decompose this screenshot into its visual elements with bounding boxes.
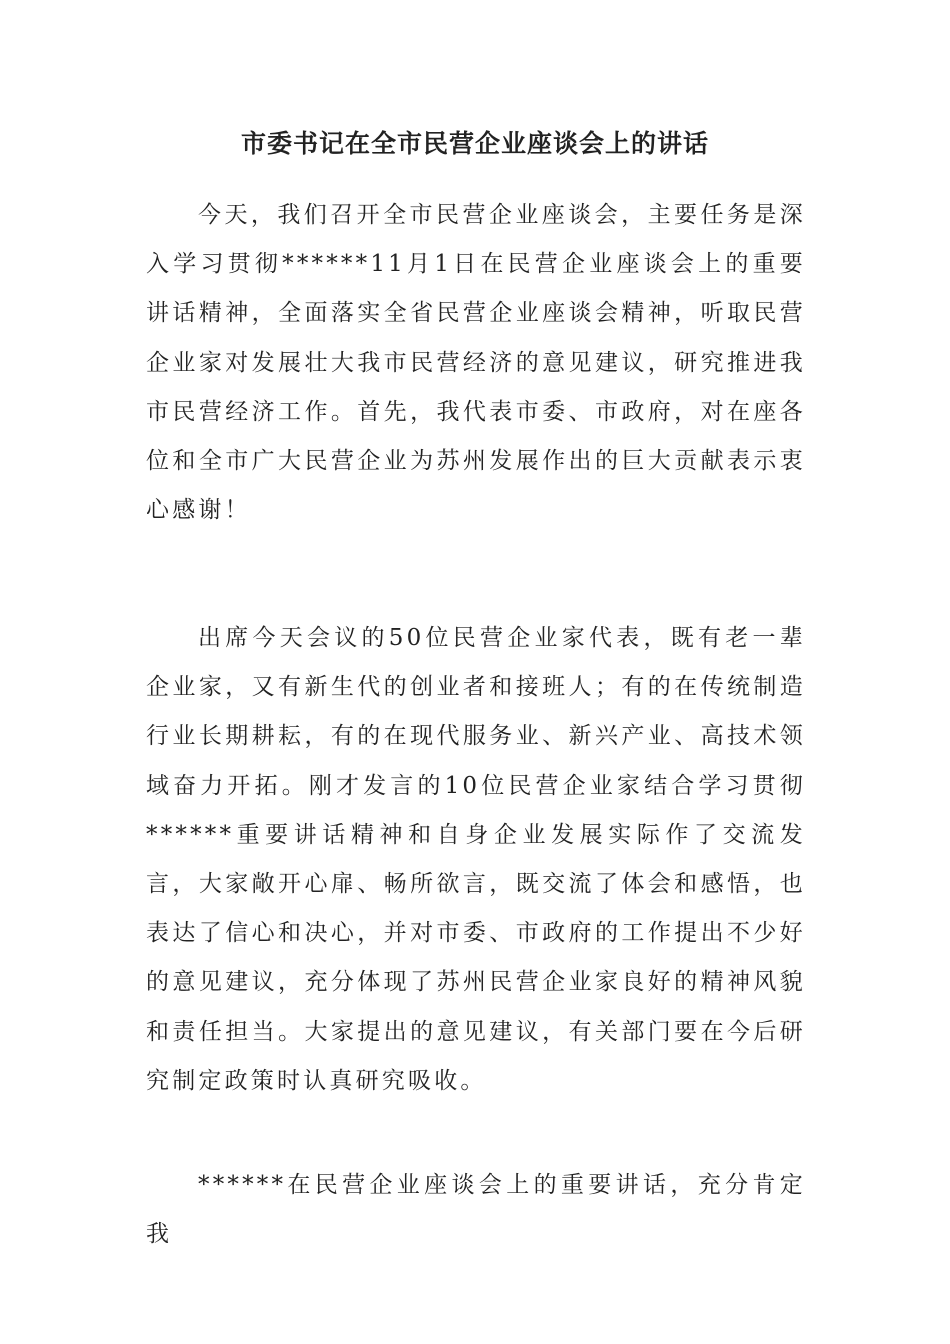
paragraph-1: 今天，我们召开全市民营企业座谈会，主要任务是深入学习贯彻******11月1日在民营企业座谈会上的重要讲话精神，全面落实全省民营企业座谈会精神，听取民营企业家对发展壮大我市民营经济的意见建议，研究推进我市民营经济工作。首先，我代表市委、市政府，对在座各位和全市广大民营企业为苏州发展作出的巨大贡献表示衷心感谢！ (146, 202, 806, 524)
document-title: 市委书记在全市民营企业座谈会上的讲话 (240, 129, 709, 158)
paragraph-2: 出席今天会议的50位民营企业家代表，既有老一辈企业家，又有新生代的创业者和接班人；有的在传统制造行业长期耕耘，有的在现代服务业、新兴产业、高技术领域奋力开拓。刚才发言的10位民营企业家结合学习贯彻******重要讲话精神和自身企业发展实际作了交流发言，大家敞开心扉、畅所欲言，既交流了体会和感悟，也表达了信心和决心，并对市委、市政府的工作提出不少好的意见建议，充分体现了苏州民营企业家良好的精神风貌和责任担当。大家提出的意见建议，有关部门要在今后研究制定政策时认真研究吸收。 (146, 625, 806, 1094)
paragraph-3: ******在民营企业座谈会上的重要讲话，充分肯定我 (146, 1172, 806, 1248)
